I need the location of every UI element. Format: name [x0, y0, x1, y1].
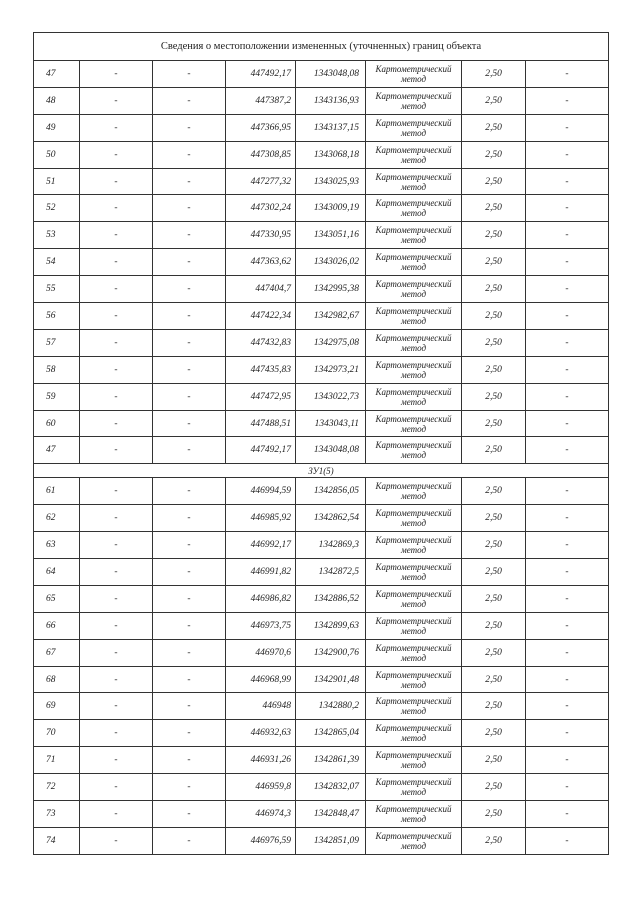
method-cell: Картометрический метод	[366, 195, 462, 222]
y-coordinate-cell: 1342900,76	[296, 639, 366, 666]
table-row	[34, 356, 609, 383]
point-number-cell: 74	[34, 827, 80, 854]
empty-cell: -	[153, 61, 226, 88]
y-coordinate-cell: 1342973,21	[296, 356, 366, 383]
y-coordinate-cell: 1343043,11	[296, 410, 366, 437]
empty-cell: -	[526, 585, 609, 612]
empty-cell: -	[526, 437, 609, 464]
x-coordinate-cell: 446991,82	[226, 559, 296, 586]
point-number-cell: 47	[34, 61, 80, 88]
empty-cell: -	[153, 276, 226, 303]
point-number-cell: 49	[34, 114, 80, 141]
method-cell: Картометрический метод	[366, 87, 462, 114]
table-row	[34, 532, 609, 559]
y-coordinate-cell: 1343022,73	[296, 383, 366, 410]
accuracy-cell: 2,50	[462, 774, 526, 801]
empty-cell: -	[153, 410, 226, 437]
point-number-cell: 57	[34, 329, 80, 356]
method-cell: Картометрический метод	[366, 505, 462, 532]
boundary-coordinates-table	[33, 32, 609, 855]
table-row	[34, 222, 609, 249]
table-row	[34, 559, 609, 586]
empty-cell: -	[80, 666, 153, 693]
method-cell: Картометрический метод	[366, 222, 462, 249]
method-cell: Картометрический метод	[366, 774, 462, 801]
point-number-cell: 56	[34, 303, 80, 330]
x-coordinate-cell: 447387,2	[226, 87, 296, 114]
method-cell: Картометрический метод	[366, 410, 462, 437]
y-coordinate-cell: 1342886,52	[296, 585, 366, 612]
y-coordinate-cell: 1343137,15	[296, 114, 366, 141]
table-row	[34, 747, 609, 774]
point-number-cell: 51	[34, 168, 80, 195]
empty-cell: -	[526, 61, 609, 88]
x-coordinate-cell: 446973,75	[226, 612, 296, 639]
x-coordinate-cell: 447330,95	[226, 222, 296, 249]
point-number-cell: 71	[34, 747, 80, 774]
x-coordinate-cell: 447404,7	[226, 276, 296, 303]
accuracy-cell: 2,50	[462, 639, 526, 666]
empty-cell: -	[153, 303, 226, 330]
y-coordinate-cell: 1342862,54	[296, 505, 366, 532]
y-coordinate-cell: 1342865,04	[296, 720, 366, 747]
empty-cell: -	[153, 559, 226, 586]
zone-label: ЗУ1(5)	[34, 464, 609, 478]
empty-cell: -	[80, 276, 153, 303]
y-coordinate-cell: 1343026,02	[296, 249, 366, 276]
accuracy-cell: 2,50	[462, 114, 526, 141]
table-row	[34, 410, 609, 437]
x-coordinate-cell: 447492,17	[226, 61, 296, 88]
y-coordinate-cell: 1342982,67	[296, 303, 366, 330]
y-coordinate-cell: 1342899,63	[296, 612, 366, 639]
table-row	[34, 437, 609, 464]
empty-cell: -	[80, 585, 153, 612]
x-coordinate-cell: 446931,26	[226, 747, 296, 774]
x-coordinate-cell: 447492,17	[226, 437, 296, 464]
empty-cell: -	[80, 505, 153, 532]
y-coordinate-cell: 1342901,48	[296, 666, 366, 693]
x-coordinate-cell: 447422,34	[226, 303, 296, 330]
empty-cell: -	[80, 827, 153, 854]
empty-cell: -	[153, 383, 226, 410]
method-cell: Картометрический метод	[366, 747, 462, 774]
empty-cell: -	[526, 383, 609, 410]
empty-cell: -	[153, 437, 226, 464]
accuracy-cell: 2,50	[462, 141, 526, 168]
method-cell: Картометрический метод	[366, 666, 462, 693]
empty-cell: -	[526, 141, 609, 168]
table-row	[34, 505, 609, 532]
point-number-cell: 55	[34, 276, 80, 303]
y-coordinate-cell: 1342861,39	[296, 747, 366, 774]
method-cell: Картометрический метод	[366, 168, 462, 195]
table-row	[34, 801, 609, 828]
empty-cell: -	[80, 437, 153, 464]
method-cell: Картометрический метод	[366, 559, 462, 586]
x-coordinate-cell: 446985,92	[226, 505, 296, 532]
method-cell: Картометрический метод	[366, 329, 462, 356]
x-coordinate-cell: 447277,32	[226, 168, 296, 195]
table-row	[34, 61, 609, 88]
table-row	[34, 329, 609, 356]
empty-cell: -	[80, 774, 153, 801]
y-coordinate-cell: 1342856,05	[296, 478, 366, 505]
table-row	[34, 612, 609, 639]
y-coordinate-cell: 1342851,09	[296, 827, 366, 854]
accuracy-cell: 2,50	[462, 559, 526, 586]
point-number-cell: 59	[34, 383, 80, 410]
method-cell: Картометрический метод	[366, 827, 462, 854]
zone-separator-row	[34, 464, 609, 478]
empty-cell: -	[153, 222, 226, 249]
table-row	[34, 303, 609, 330]
empty-cell: -	[153, 249, 226, 276]
accuracy-cell: 2,50	[462, 585, 526, 612]
point-number-cell: 60	[34, 410, 80, 437]
point-number-cell: 48	[34, 87, 80, 114]
y-coordinate-cell: 1342975,08	[296, 329, 366, 356]
x-coordinate-cell: 446994,59	[226, 478, 296, 505]
accuracy-cell: 2,50	[462, 61, 526, 88]
empty-cell: -	[526, 410, 609, 437]
table-row	[34, 478, 609, 505]
accuracy-cell: 2,50	[462, 827, 526, 854]
y-coordinate-cell: 1342872,5	[296, 559, 366, 586]
empty-cell: -	[153, 168, 226, 195]
y-coordinate-cell: 1343136,93	[296, 87, 366, 114]
accuracy-cell: 2,50	[462, 505, 526, 532]
method-cell: Картометрический метод	[366, 356, 462, 383]
empty-cell: -	[153, 329, 226, 356]
accuracy-cell: 2,50	[462, 666, 526, 693]
empty-cell: -	[526, 827, 609, 854]
accuracy-cell: 2,50	[462, 329, 526, 356]
method-cell: Картометрический метод	[366, 276, 462, 303]
empty-cell: -	[153, 356, 226, 383]
point-number-cell: 52	[34, 195, 80, 222]
y-coordinate-cell: 1342869,3	[296, 532, 366, 559]
y-coordinate-cell: 1343068,18	[296, 141, 366, 168]
x-coordinate-cell: 447302,24	[226, 195, 296, 222]
empty-cell: -	[153, 693, 226, 720]
accuracy-cell: 2,50	[462, 410, 526, 437]
accuracy-cell: 2,50	[462, 87, 526, 114]
empty-cell: -	[80, 801, 153, 828]
empty-cell: -	[80, 356, 153, 383]
boundary-coordinates-sheet	[33, 32, 608, 855]
method-cell: Картометрический метод	[366, 437, 462, 464]
empty-cell: -	[153, 87, 226, 114]
method-cell: Картометрический метод	[366, 585, 462, 612]
empty-cell: -	[526, 612, 609, 639]
table-row	[34, 585, 609, 612]
empty-cell: -	[80, 410, 153, 437]
x-coordinate-cell: 447472,95	[226, 383, 296, 410]
accuracy-cell: 2,50	[462, 303, 526, 330]
y-coordinate-cell: 1343048,08	[296, 437, 366, 464]
accuracy-cell: 2,50	[462, 356, 526, 383]
empty-cell: -	[80, 693, 153, 720]
empty-cell: -	[153, 639, 226, 666]
method-cell: Картометрический метод	[366, 141, 462, 168]
method-cell: Картометрический метод	[366, 383, 462, 410]
empty-cell: -	[80, 383, 153, 410]
x-coordinate-cell: 446976,59	[226, 827, 296, 854]
table-row	[34, 195, 609, 222]
y-coordinate-cell: 1343051,16	[296, 222, 366, 249]
empty-cell: -	[153, 478, 226, 505]
empty-cell: -	[526, 801, 609, 828]
empty-cell: -	[526, 478, 609, 505]
table-row	[34, 720, 609, 747]
x-coordinate-cell: 447363,62	[226, 249, 296, 276]
table-row	[34, 383, 609, 410]
table-row	[34, 87, 609, 114]
table-title: Сведения о местоположении измененных (уточненных) границ объекта	[34, 33, 609, 61]
table-row	[34, 168, 609, 195]
accuracy-cell: 2,50	[462, 383, 526, 410]
empty-cell: -	[526, 505, 609, 532]
table-row	[34, 774, 609, 801]
empty-cell: -	[526, 114, 609, 141]
point-number-cell: 54	[34, 249, 80, 276]
point-number-cell: 62	[34, 505, 80, 532]
method-cell: Картометрический метод	[366, 249, 462, 276]
table-row	[34, 827, 609, 854]
point-number-cell: 61	[34, 478, 80, 505]
point-number-cell: 73	[34, 801, 80, 828]
accuracy-cell: 2,50	[462, 612, 526, 639]
empty-cell: -	[80, 61, 153, 88]
empty-cell: -	[526, 720, 609, 747]
x-coordinate-cell: 446932,63	[226, 720, 296, 747]
y-coordinate-cell: 1342995,38	[296, 276, 366, 303]
x-coordinate-cell: 446986,82	[226, 585, 296, 612]
x-coordinate-cell: 446974,3	[226, 801, 296, 828]
empty-cell: -	[153, 141, 226, 168]
point-number-cell: 58	[34, 356, 80, 383]
accuracy-cell: 2,50	[462, 168, 526, 195]
table-row	[34, 114, 609, 141]
empty-cell: -	[80, 612, 153, 639]
x-coordinate-cell: 447308,85	[226, 141, 296, 168]
empty-cell: -	[80, 329, 153, 356]
empty-cell: -	[526, 774, 609, 801]
x-coordinate-cell: 447488,51	[226, 410, 296, 437]
method-cell: Картометрический метод	[366, 720, 462, 747]
x-coordinate-cell: 446948	[226, 693, 296, 720]
x-coordinate-cell: 447432,83	[226, 329, 296, 356]
point-number-cell: 63	[34, 532, 80, 559]
point-number-cell: 64	[34, 559, 80, 586]
empty-cell: -	[153, 720, 226, 747]
point-number-cell: 72	[34, 774, 80, 801]
accuracy-cell: 2,50	[462, 720, 526, 747]
empty-cell: -	[526, 249, 609, 276]
empty-cell: -	[153, 532, 226, 559]
accuracy-cell: 2,50	[462, 195, 526, 222]
empty-cell: -	[526, 666, 609, 693]
empty-cell: -	[80, 532, 153, 559]
empty-cell: -	[526, 559, 609, 586]
empty-cell: -	[526, 87, 609, 114]
table-row	[34, 693, 609, 720]
empty-cell: -	[80, 87, 153, 114]
y-coordinate-cell: 1342880,2	[296, 693, 366, 720]
y-coordinate-cell: 1343025,93	[296, 168, 366, 195]
empty-cell: -	[80, 478, 153, 505]
empty-cell: -	[526, 639, 609, 666]
method-cell: Картометрический метод	[366, 801, 462, 828]
point-number-cell: 67	[34, 639, 80, 666]
point-number-cell: 68	[34, 666, 80, 693]
empty-cell: -	[80, 747, 153, 774]
accuracy-cell: 2,50	[462, 801, 526, 828]
method-cell: Картометрический метод	[366, 532, 462, 559]
empty-cell: -	[526, 276, 609, 303]
empty-cell: -	[153, 747, 226, 774]
empty-cell: -	[153, 666, 226, 693]
y-coordinate-cell: 1343048,08	[296, 61, 366, 88]
empty-cell: -	[80, 303, 153, 330]
empty-cell: -	[526, 303, 609, 330]
empty-cell: -	[153, 774, 226, 801]
accuracy-cell: 2,50	[462, 478, 526, 505]
empty-cell: -	[80, 195, 153, 222]
method-cell: Картометрический метод	[366, 303, 462, 330]
empty-cell: -	[153, 114, 226, 141]
empty-cell: -	[153, 585, 226, 612]
empty-cell: -	[153, 801, 226, 828]
method-cell: Картометрический метод	[366, 612, 462, 639]
empty-cell: -	[526, 747, 609, 774]
empty-cell: -	[526, 329, 609, 356]
accuracy-cell: 2,50	[462, 532, 526, 559]
empty-cell: -	[80, 249, 153, 276]
empty-cell: -	[153, 505, 226, 532]
empty-cell: -	[526, 168, 609, 195]
method-cell: Картометрический метод	[366, 639, 462, 666]
point-number-cell: 66	[34, 612, 80, 639]
x-coordinate-cell: 447435,83	[226, 356, 296, 383]
accuracy-cell: 2,50	[462, 437, 526, 464]
empty-cell: -	[80, 141, 153, 168]
empty-cell: -	[80, 168, 153, 195]
empty-cell: -	[80, 559, 153, 586]
point-number-cell: 47	[34, 437, 80, 464]
y-coordinate-cell: 1342848,47	[296, 801, 366, 828]
point-number-cell: 65	[34, 585, 80, 612]
accuracy-cell: 2,50	[462, 249, 526, 276]
empty-cell: -	[526, 693, 609, 720]
empty-cell: -	[153, 827, 226, 854]
method-cell: Картометрический метод	[366, 693, 462, 720]
method-cell: Картометрический метод	[366, 61, 462, 88]
x-coordinate-cell: 446959,8	[226, 774, 296, 801]
point-number-cell: 50	[34, 141, 80, 168]
point-number-cell: 70	[34, 720, 80, 747]
x-coordinate-cell: 447366,95	[226, 114, 296, 141]
empty-cell: -	[80, 639, 153, 666]
table-row	[34, 639, 609, 666]
table-row	[34, 276, 609, 303]
empty-cell: -	[80, 114, 153, 141]
empty-cell: -	[526, 222, 609, 249]
empty-cell: -	[153, 195, 226, 222]
method-cell: Картометрический метод	[366, 114, 462, 141]
empty-cell: -	[80, 720, 153, 747]
empty-cell: -	[80, 222, 153, 249]
accuracy-cell: 2,50	[462, 276, 526, 303]
table-row	[34, 249, 609, 276]
point-number-cell: 69	[34, 693, 80, 720]
empty-cell: -	[526, 195, 609, 222]
empty-cell: -	[526, 356, 609, 383]
accuracy-cell: 2,50	[462, 693, 526, 720]
point-number-cell: 53	[34, 222, 80, 249]
x-coordinate-cell: 446970,6	[226, 639, 296, 666]
table-row	[34, 666, 609, 693]
x-coordinate-cell: 446992,17	[226, 532, 296, 559]
y-coordinate-cell: 1342832,07	[296, 774, 366, 801]
empty-cell: -	[526, 532, 609, 559]
accuracy-cell: 2,50	[462, 747, 526, 774]
x-coordinate-cell: 446968,99	[226, 666, 296, 693]
accuracy-cell: 2,50	[462, 222, 526, 249]
empty-cell: -	[153, 612, 226, 639]
y-coordinate-cell: 1343009,19	[296, 195, 366, 222]
table-row	[34, 141, 609, 168]
method-cell: Картометрический метод	[366, 478, 462, 505]
